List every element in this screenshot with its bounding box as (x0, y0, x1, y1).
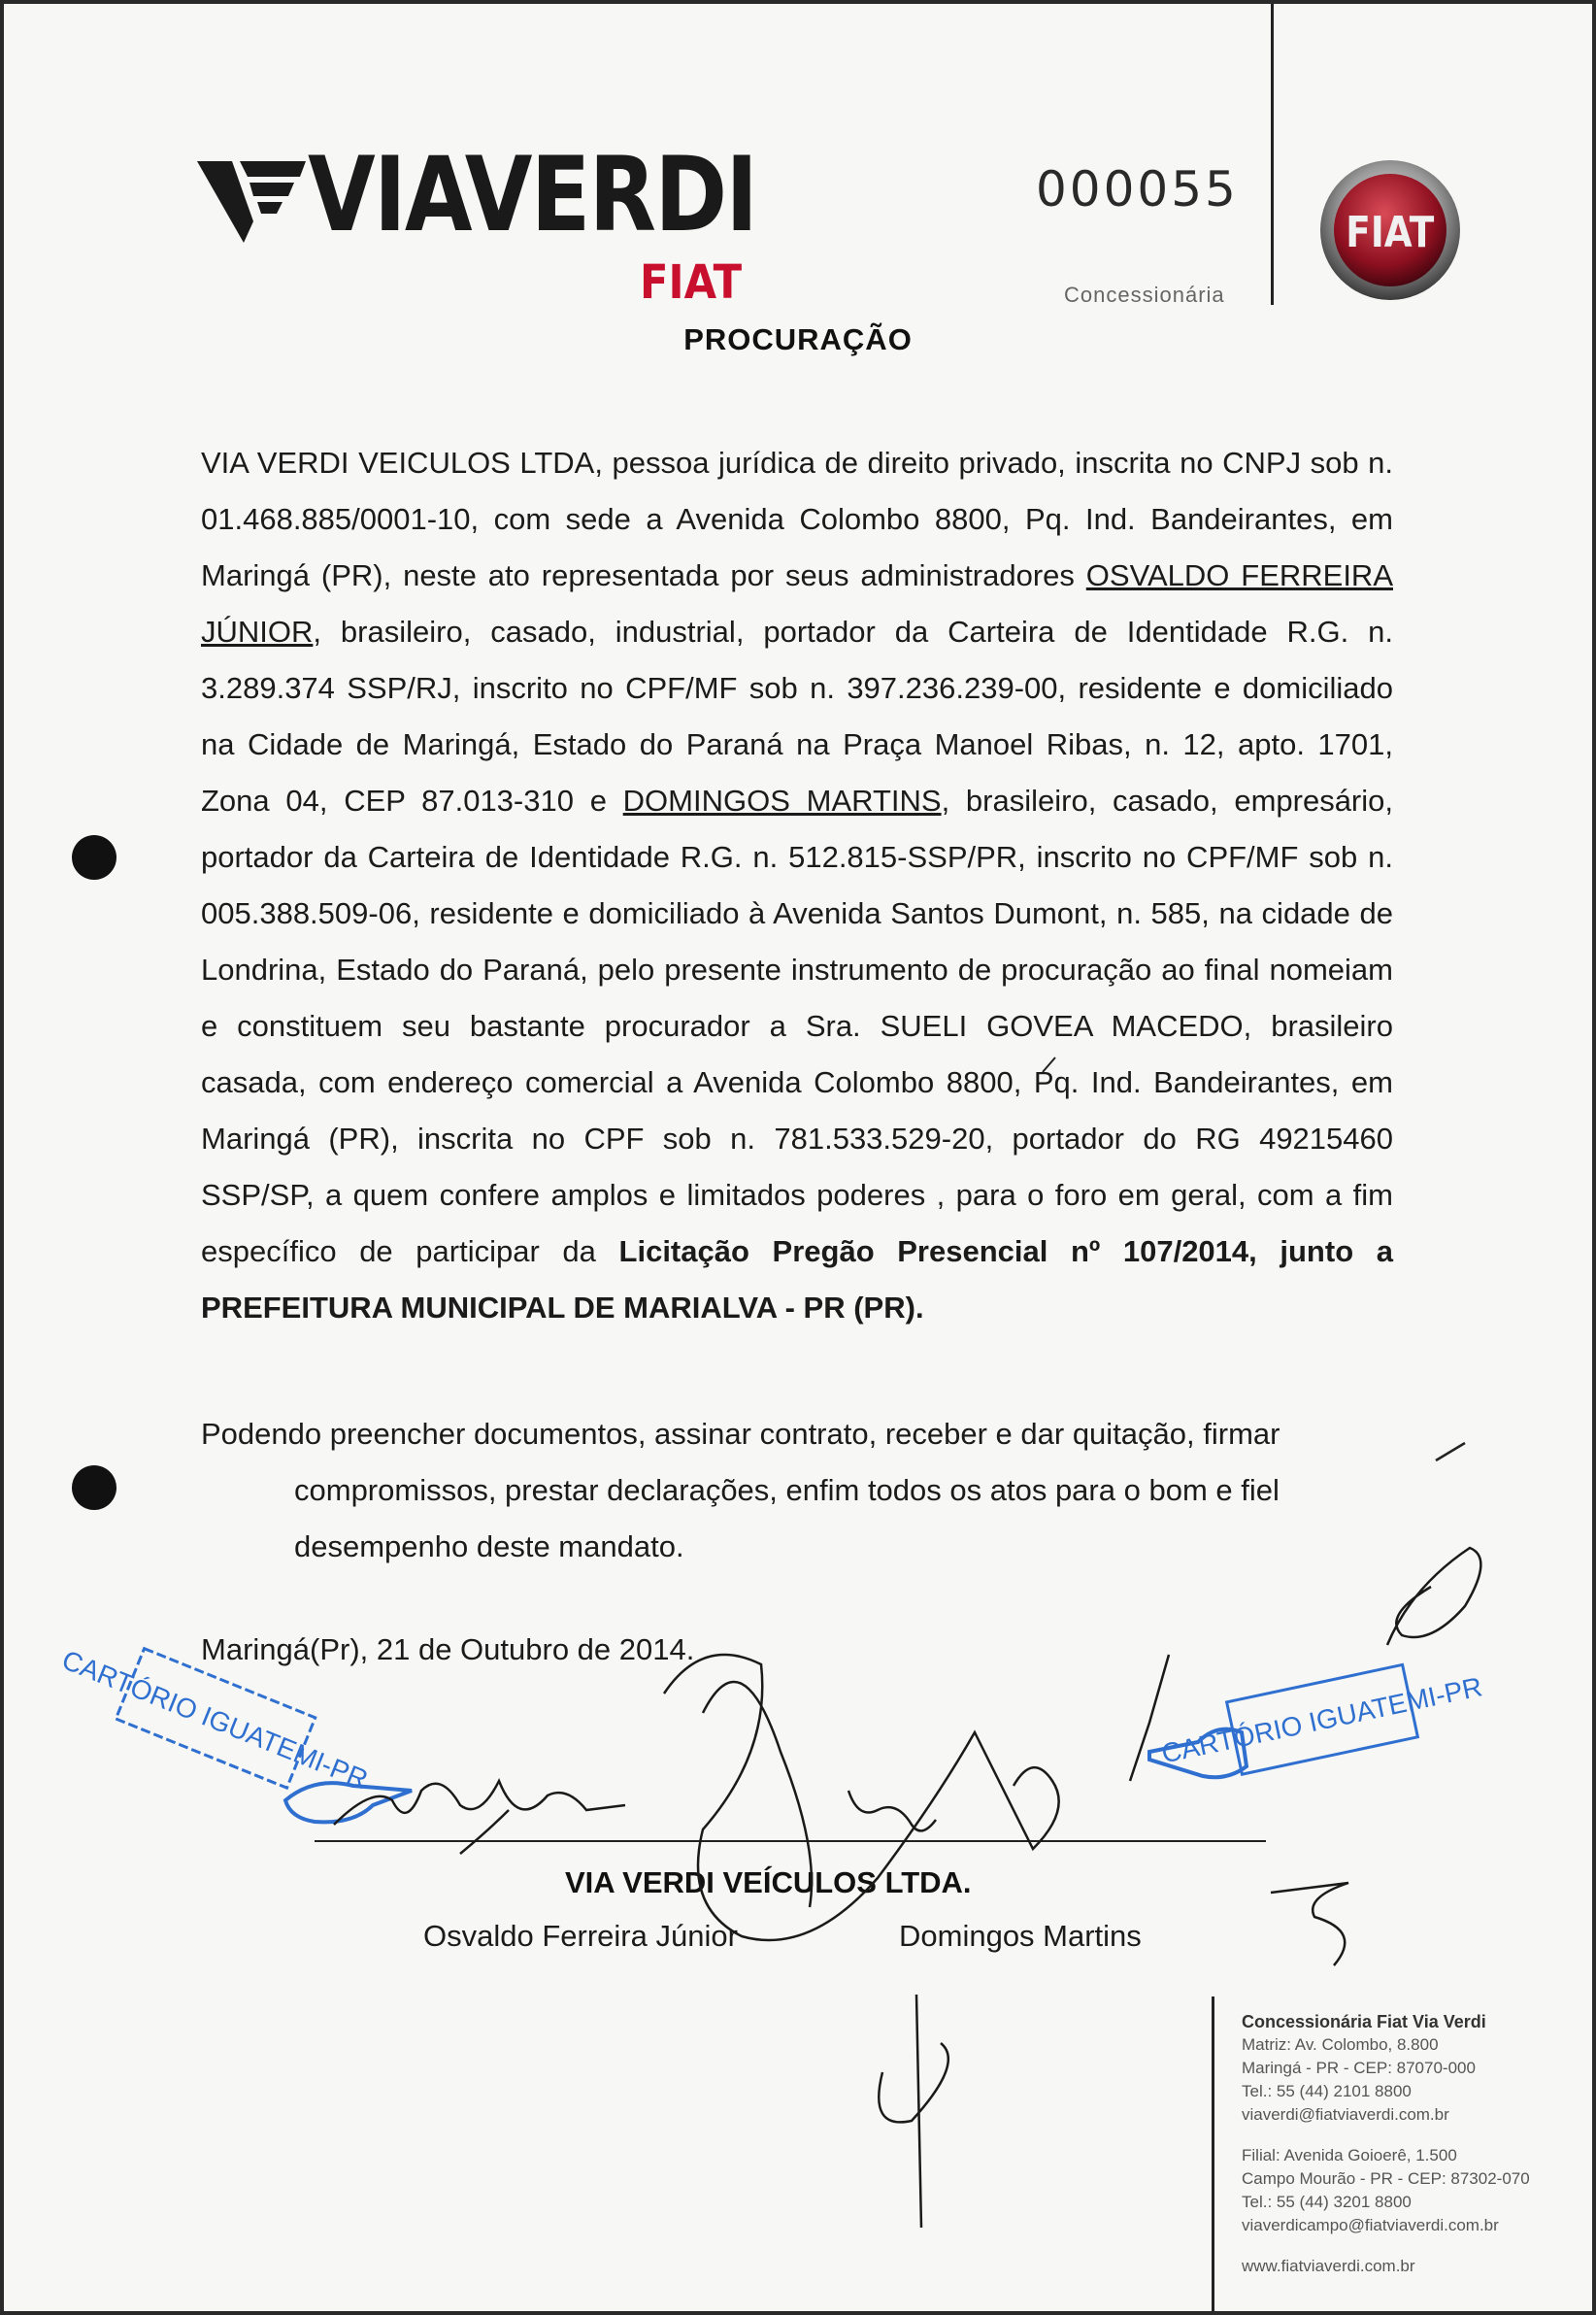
body-paragraph (201, 435, 1393, 1336)
signature-line (315, 1840, 1266, 1842)
stamp-text-right: CARTÓRIO IGUATEMI-PR (1158, 1671, 1485, 1769)
footer-matriz-city: Maringá - PR - CEP: 87070-000 (1242, 2059, 1476, 2077)
footer-matriz-address: Matriz: Av. Colombo, 8.800 (1242, 2035, 1439, 2054)
document-page (4, 4, 1592, 2311)
pointing-hand-left-icon (285, 1783, 412, 1822)
rubric-mark-right (1387, 1548, 1480, 1645)
hole-punch (72, 1465, 116, 1510)
rubric-mark-middle (1271, 1883, 1348, 1965)
document-title: PROCURAÇÃO (683, 322, 913, 356)
powers-paragraph (201, 1406, 1393, 1575)
footer-filial-email: viaverdicampo@fiatviaverdi.com.br (1242, 2216, 1499, 2234)
fiat-badge-icon (1317, 157, 1463, 303)
footer-contact (1242, 2010, 1591, 2278)
administrator-name-2: DOMINGOS MARTINS (622, 784, 942, 818)
logo-brand: FIAT (640, 255, 743, 310)
document-number: 000055 (1036, 161, 1239, 218)
hole-punch (72, 835, 116, 880)
body-text-part-1: VIA VERDI VEICULOS LTDA, pessoa jurídica de direito privado, inscrita no CNPJ sob n. 01.468.885/0001-10, com sede a Avenida Colombo 8800, Pq. Ind. Bandeirantes, em Maringá (PR), neste ato representada por seus administradores (201, 446, 1393, 592)
company-signature-label: VIA VERDI VEÍCULOS LTDA. (565, 1865, 972, 1899)
date-line: Maringá(Pr), 21 de Outubro de 2014. (201, 1632, 695, 1666)
footer-company-name: Concessionária Fiat Via Verdi (1242, 2012, 1486, 2031)
rubric-mark-bottom (879, 1995, 948, 2228)
signer-name-1: Osvaldo Ferreira Júnior (423, 1919, 738, 1953)
logo-text: VIAVERDI (308, 135, 757, 254)
signer-name-2: Domingos Martins (899, 1919, 1142, 1953)
footer-matriz-email: viaverdi@fiatviaverdi.com.br (1242, 2105, 1449, 2124)
bid-reference: Licitação Pregão Presencial nº 107/2014, junto a PREFEITURA MUNICIPAL DE MARIALVA - PR (PR). (201, 1234, 1393, 1325)
powers-rest: compromissos, prestar declarações, enfim todos os atos para o bom e fiel desempenho deste mandato. (294, 1473, 1280, 1563)
stamp-text-left: CARTÓRIO IGUATEMI-PR (57, 1644, 373, 1795)
footer-filial-address: Filial: Avenida Goioerê, 1.500 (1242, 2146, 1457, 2164)
footer-matriz-phone: Tel.: 55 (44) 2101 8800 (1242, 2082, 1412, 2100)
administrator-name-1: OSVALDO FERREIRA JÚNIOR (201, 558, 1393, 649)
dealer-label: Concessionária (1064, 283, 1225, 307)
footer-filial-phone: Tel.: 55 (44) 3201 8800 (1242, 2193, 1412, 2211)
header-divider (1271, 4, 1274, 305)
body-text-part-3: , brasileiro, casado, empresário, portador da Carteira de Identidade R.G. n. 512.815-SSP/PR, inscrito no CPF/MF sob n. 005.388.509-06, residente e domiciliado à Avenida Santos Dumont, n. 585, na cidade de Londrina, Estado do Paraná, pelo presente instrumento de procuração ao final nomeiam e constituem seu bastante procurador a Sra. SUELI GOVEA MACEDO, brasileiro casada, com endereço comercial a Avenida Colombo 8800, Pq. Ind. Bandeirantes, em Maringá (PR), inscrita no CPF sob n. 781.533.529-20, portador do RG 49215460 SSP/SP, a quem confere amplos e limitados poderes , para o foro em geral, com a fim específico de participar da (201, 784, 1394, 1268)
viaverdi-wing-icon (193, 153, 308, 251)
notary-stamp-right (1154, 1650, 1489, 1790)
footer-divider (1212, 1996, 1214, 2311)
footer-website: www.fiatviaverdi.com.br (1242, 2257, 1415, 2275)
viaverdi-logo (193, 135, 757, 310)
powers-first-line: Podendo preencher documentos, assinar contrato, receber e dar quitação, firmar (201, 1417, 1280, 1451)
badge-text: FIAT (1346, 207, 1435, 257)
footer-filial-city: Campo Mourão - PR - CEP: 87302-070 (1242, 2169, 1530, 2188)
body-text-part-2: , brasileiro, casado, industrial, portador da Carteira de Identidade R.G. n. 3.289.374 SSP/RJ, inscrito no CPF/MF sob n. 397.236.239-00, residente e domiciliado na Cidade de Maringá, Estado do Paraná na Praça Manoel Ribas, n. 12, apto. 1701, Zona 04, CEP 87.013-310 e (201, 615, 1393, 818)
pointing-hand-right-icon (1149, 1729, 1247, 1778)
rubric-mark-top (1436, 1443, 1465, 1460)
